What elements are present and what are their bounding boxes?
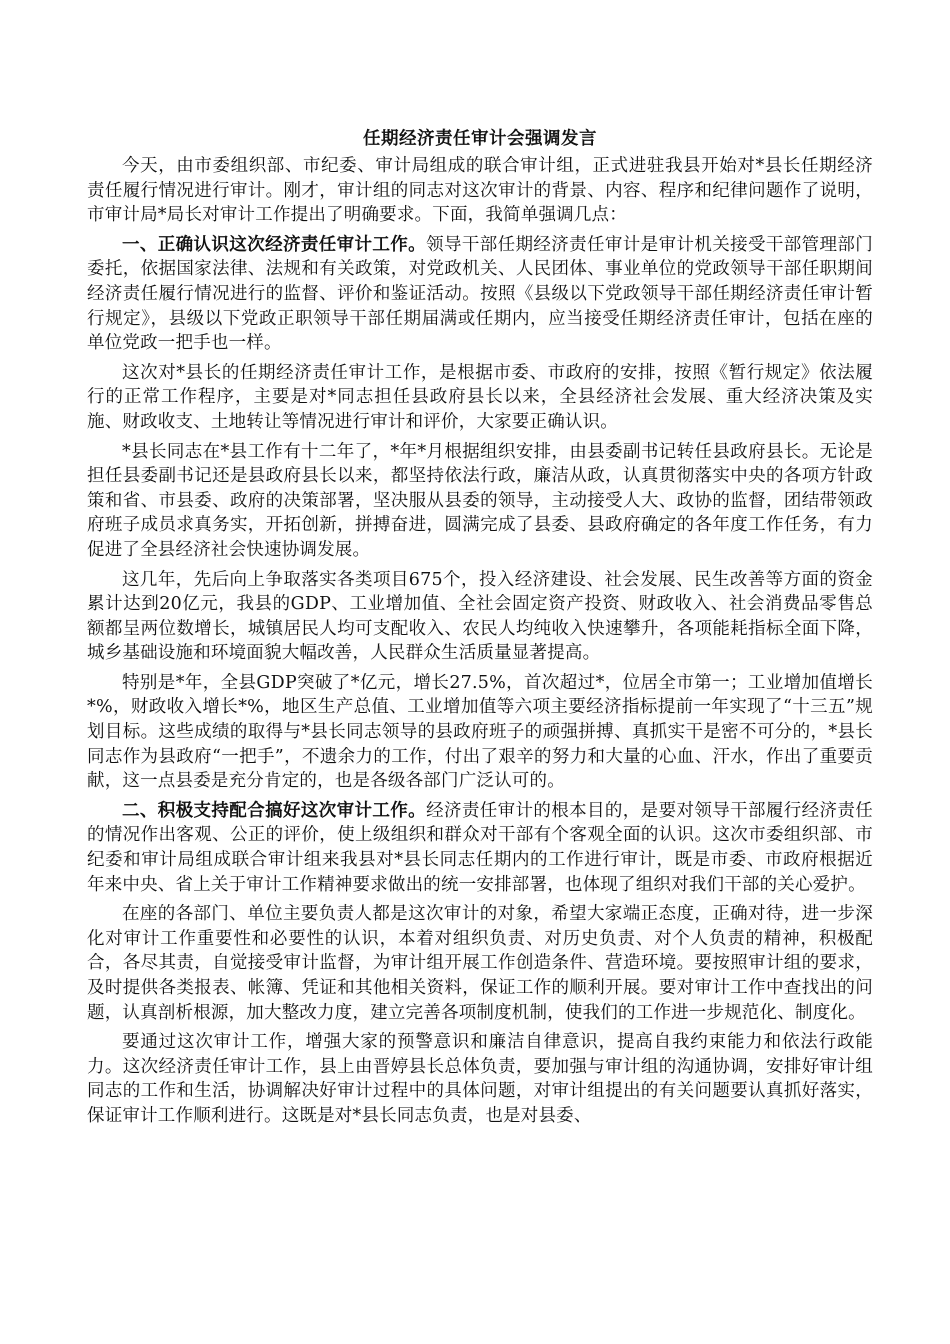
document-title: 任期经济责任审计会强调发言: [363, 129, 597, 149]
paragraph-text: 在座的各部门、单位主要负责人都是这次审计的对象，希望大家端正态度，正确对待，进一步深化对审计工作重要性和必要性的认识，本着对组织负责、对历史负责、对个人负责的精神，积极配合，各尽其责，自觉接受审计监督，为审计组开展工作创造条件、营造环境。要按照审计组的要求，及时提供各类报表、帐簿、凭证和其他相关资料，保证工作的顺利开展。要对审计工作中查找出的问题，认真剖析根源，加大整改力度，建立完善各项制度机制，使我们的工作进一步规范化、制度化。: [87, 904, 873, 1023]
document-page: [87, 126, 873, 1134]
paragraph-text: 经济责任审计的根本目的，是要对领导干部履行经济责任的情况作出客观、公正的评价，使上级组织和群众对干部有个客观全面的认识。这次市委组织部、市纪委和审计局组成联合审计组来我县对*县长同志任期内的工作进行审计，既是市委、市政府根据近年来中央、省上关于审计工作精神要求做出的统一安排部署，也体现了组织对我们干部的关心爱护。: [87, 800, 874, 895]
paragraph-section-2: [87, 799, 873, 897]
section-heading-2: 二、积极支持配合搞好这次审计工作。: [122, 800, 427, 821]
paragraph-body: [87, 440, 873, 563]
paragraph-body: [87, 361, 873, 435]
paragraph-text: 今天，由市委组织部、市纪委、审计局组成的联合审计组，正式进驻我县开始对*县长任期经济责任履行情况进行审计。刚才，审计组的同志对这次审计的背景、内容、程序和纪律问题作了说明，市审计局*局长对审计工作提出了明确要求。下面，我简单强调几点：: [87, 156, 873, 226]
section-heading-1: 一、正确认识这次经济责任审计工作。: [122, 234, 427, 255]
paragraph-body: [87, 568, 873, 666]
paragraph-text: 要通过这次审计工作，增强大家的预警意识和廉洁自律意识，提高自我约束能力和依法行政能力。这次经济责任审计工作，县上由晋婷县长总体负责，要加强与审计组的沟通协调，安排好审计组同志的工作和生活，协调解决好审计过程中的具体问题，对审计组提出的有关问题要认真抓好落实，保证审计工作顺利进行。这既是对*县长同志负责，也是对县委、: [87, 1032, 873, 1126]
paragraph-body: [87, 902, 873, 1025]
paragraph-text: *县长同志在*县工作有十二年了，*年*月根据组织安排，由县委副书记转任县政府县长。无论是担任县委副书记还是县政府县长以来，都坚持依法行政，廉洁从政，认真贯彻落实中央的各项方针政策和省、市县委、政府的决策部署，坚决服从县委的领导，主动接受人大、政协的监督，团结带领政府班子成员求真务实，开拓创新，拼搏奋进，圆满完成了县委、县政府确定的各年度工作任务，有力促进了全县经济社会快速协调发展。: [87, 441, 873, 560]
paragraph-intro: [87, 154, 873, 228]
paragraph-section-1: [87, 233, 873, 356]
paragraph-text: 这次对*县长的任期经济责任审计工作，是根据市委、市政府的安排，按照《暂行规定》依法履行的正常工作程序，主要是对*同志担任县政府县长以来，全县经济社会发展、重大经济决策及实施、财政收支、土地转让等情况进行审计和评价，大家要正确认识。: [87, 362, 873, 432]
paragraph-body: [87, 1030, 873, 1128]
paragraph-text: 这几年，先后向上争取落实各类项目675个，投入经济建设、社会发展、民生改善等方面的资金累计达到20亿元，我县的GDP、工业增加值、全社会固定资产投资、财政收入、社会消费品零售总额都呈两位数增长，城镇居民人均可支配收入、农民人均纯收入快速攀升，各项能耗指标全面下降，城乡基础设施和环境面貌大幅改善，人民群众生活质量显著提高。: [87, 569, 873, 664]
paragraph-text: 特别是*年，全县GDP突破了*亿元，增长27.5%，首次超过*，位居全市第一；工业增加值增长*%，财政收入增长*%，地区生产总值、工业增加值等六项主要经济指标提前一年实现了“十三五”规划目标。这些成绩的取得与*县长同志领导的县政府班子的顽强拼搏、真抓实干是密不可分的，*县长同志作为县政府“一把手”，不遗余力的工作，付出了艰辛的努力和大量的心血、汗水，作出了重要贡献，这一点县委是充分肯定的，也是各级各部门广泛认可的。: [87, 672, 873, 792]
paragraph-text: 领导干部任期经济责任审计是审计机关接受干部管理部门委托，依据国家法律、法规和有关政策，对党政机关、人民团体、事业单位的党政领导干部任职期间经济责任履行情况进行的监督、评价和鉴证活动。按照《县级以下党政领导干部任期经济责任审计暂行规定》，县级以下党政正职领导干部任期届满或任期内，应当接受任期经济责任审计，包括在座的单位党政一把手也一样。: [87, 234, 874, 354]
paragraph-body: [87, 671, 873, 794]
